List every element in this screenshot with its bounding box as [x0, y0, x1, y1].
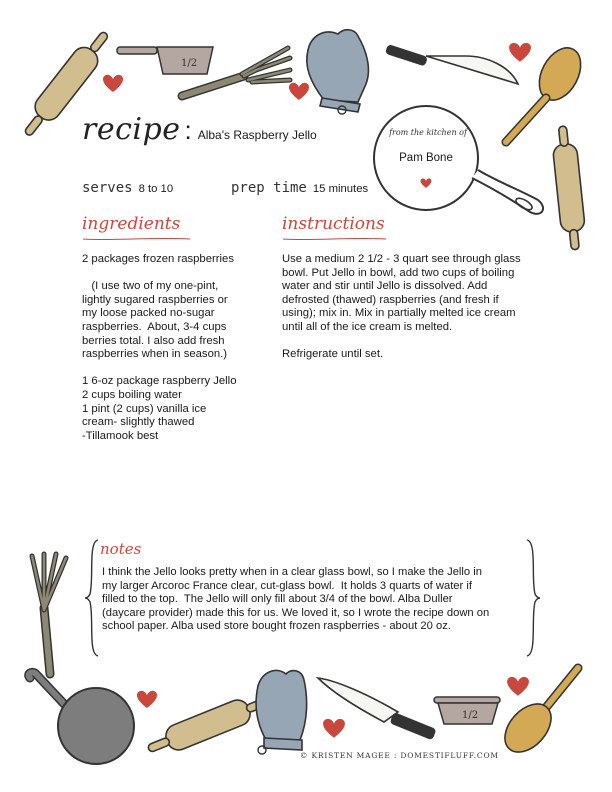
- wooden-spoon-icon: [498, 660, 590, 760]
- oven-mitt-icon: [302, 26, 382, 114]
- measuring-cup-label: 1/2: [462, 710, 479, 721]
- recipe-title: Alba's Raspberry Jello: [197, 128, 317, 142]
- instructions-heading: instructions: [282, 214, 385, 234]
- cast-iron-pan-icon: [22, 670, 142, 766]
- recipe-colon: :: [184, 115, 192, 145]
- ingredients-underline: [82, 236, 192, 242]
- rolling-pin-icon: [146, 690, 270, 760]
- fork-icon: [26, 552, 76, 678]
- knife-icon: [314, 676, 446, 746]
- recipe-header: [82, 112, 317, 152]
- footer-credit[interactable]: © KRISTEN MAGEE : DOMESTIFLUFF.COM: [300, 751, 499, 760]
- serves-label: serves: [82, 180, 133, 196]
- notes-text: I think the Jello looks pretty when in a clear glass bowl, so I make the Jello in my larger Arcoroc France clear, cut-glass bowl. It holds 3 quarts of water if filled to the top. The Jello will only fill about 3/4 of the bowl. Alba Duller (daycare provider) made this for us. We loved it, so I wrote the recipe down on school paper. Alba used store bought frozen raspberries - about 20 oz.: [102, 566, 490, 633]
- recipe-label: recipe: [82, 112, 181, 147]
- prep-time-value: 15 minutes: [312, 183, 369, 195]
- measuring-cup-label: 1/2: [181, 58, 198, 69]
- serves-value: 8 to 10: [138, 183, 174, 195]
- fork-icon: [178, 44, 294, 104]
- kitchen-owner-name: Pam Bone: [399, 152, 453, 164]
- notes-heading: notes: [100, 540, 142, 558]
- notes-left-brace: [84, 538, 100, 658]
- measuring-cup-icon: [432, 694, 504, 728]
- rolling-pin-icon: [548, 124, 588, 254]
- heart-icon: [102, 74, 124, 94]
- serves-row: [82, 180, 173, 196]
- heart-icon: [420, 178, 432, 189]
- ingredients-heading: ingredients: [82, 214, 181, 234]
- ingredients-list: 2 packages frozen raspberries (I use two of my one-pint, lightly sugared raspberries or my loose packed no-sugar raspberries. About, 3-4 cups berries total. I also add fresh raspberries when in season.) 1 6-oz package raspberry Jello 2 cups boiling water 1 pint (2 cups) vanilla ice cream- slightly thawed -Tillamook best: [82, 253, 237, 442]
- instructions-underline: [282, 236, 388, 242]
- prep-time-label: prep time: [231, 180, 307, 196]
- prep-time-row: [231, 180, 368, 196]
- from-the-kitchen-of-label: from the kitchen of: [389, 128, 467, 137]
- instructions-text: Use a medium 2 1/2 - 3 quart see through glass bowl. Put Jello in bowl, add two cups of boiling water and stir until Jello is dissolved. Add defrosted (thawed) raspberries (and fresh if using); mix in. Mix in partially melted ice cream until all of the ice cream is melted. Refrigerate until set.: [282, 253, 521, 361]
- oven-mitt-icon: [254, 664, 310, 756]
